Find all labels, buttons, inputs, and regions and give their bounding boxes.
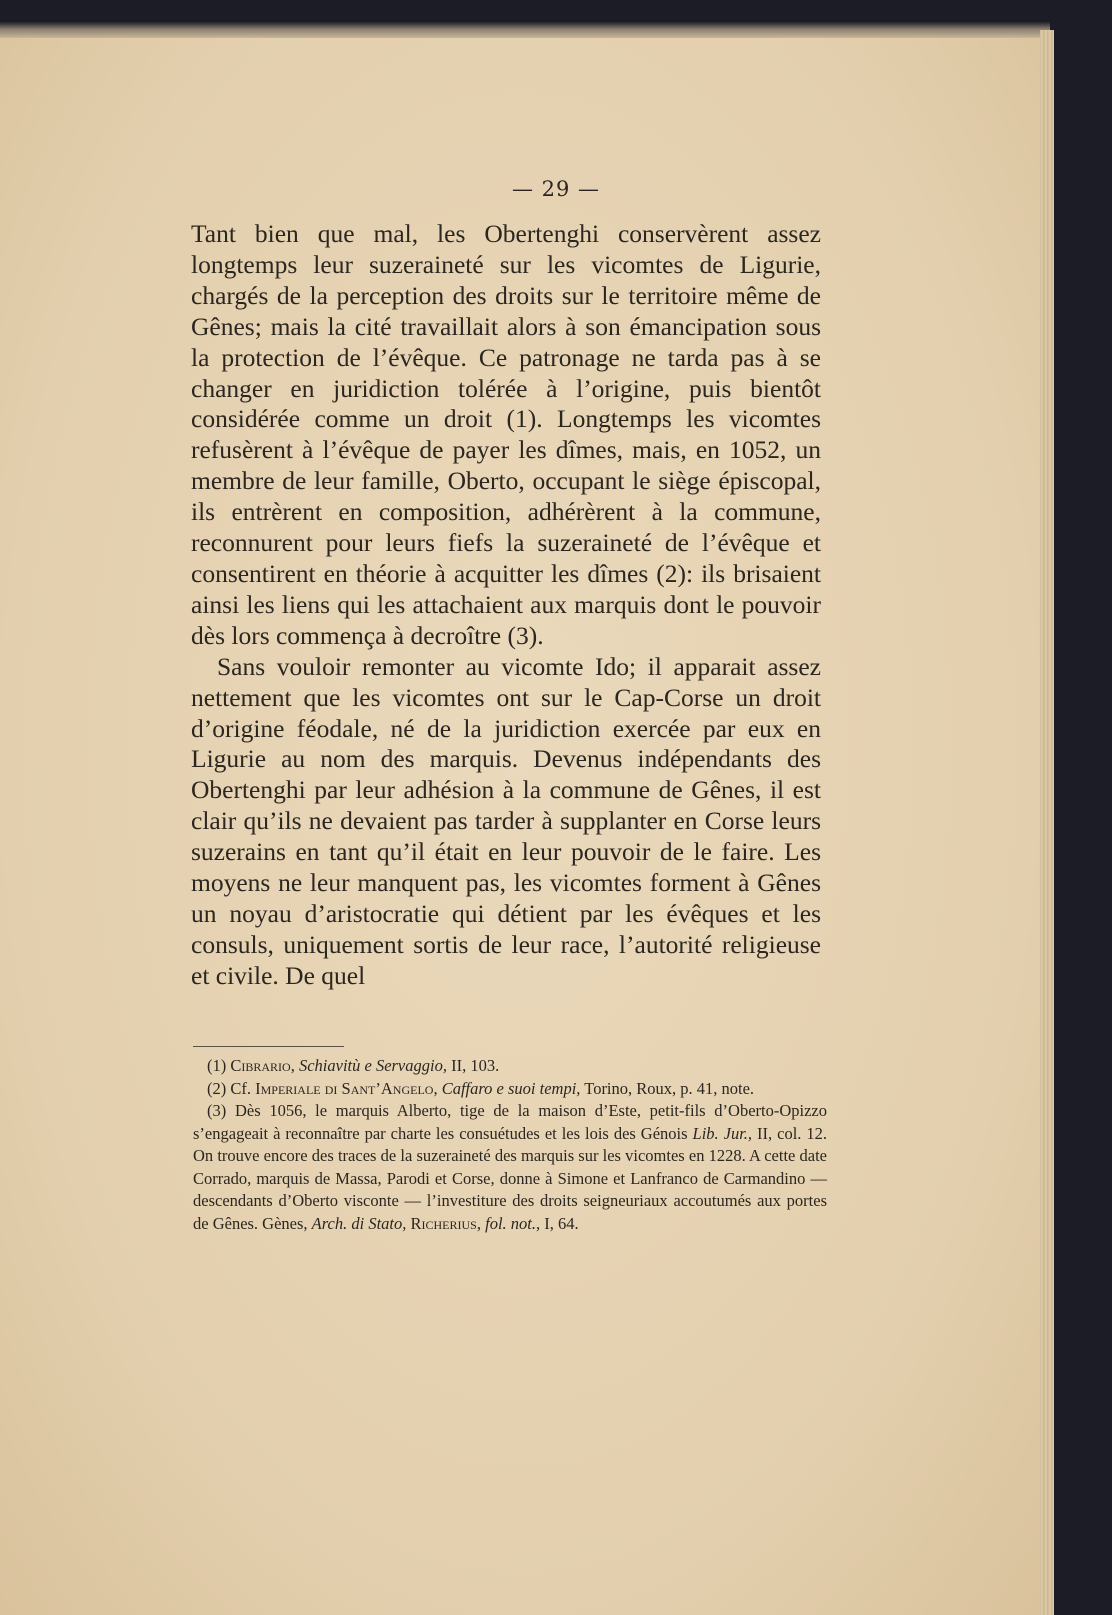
page-stack-edges — [1040, 30, 1054, 1615]
footnote-reference: Arch. di Stato, — [311, 1213, 407, 1233]
footnote-text: I, 64. — [544, 1213, 579, 1233]
footnote-number: (1) — [207, 1056, 227, 1075]
footnote-text: Torino, Roux, p. 41, note. — [584, 1078, 755, 1098]
footnote-title: Schiavitù e Servaggio, — [298, 1056, 447, 1075]
footnote-text: II, col. 12. On trouve encore des traces de la suzeraineté des marquis sur les vicomtes en 1228. A cette date Corrado, marquis de Massa, Parodi et Corse, donne à Simone et Lanfranco de Carmandino — descendants d’Oberto visconte — l’investiture des droits seigneuriaux accoutumés aux portes de Gênes. Gènes, — [193, 1123, 828, 1233]
body-text — [191, 219, 821, 992]
page-number: — 29 — — [511, 177, 601, 201]
footnote-number: (3) — [207, 1101, 227, 1120]
paragraph: Sans vouloir remonter au vicomte Ido; il apparait assez nettement que les vicomtes ont sur le Cap-Corse un droit d’origine féodale, né de la juridiction exercée par eux en Ligurie au nom des marquis. Devenus indépendants des Obertenghi par leur adhésion à la commune de Gênes, il est clair qu’ils ne devaient pas tarder à supplanter en Corse leurs suzerains en tant qu’il était en leur pouvoir de le faire. Les moyens ne leur manquent pas, les vicomtes forment à Gênes un noyau d’aristocratie qui détient par les évêques et les consuls, uniquement sortis de leur race, l’autorité religieuse et civile. De quel — [191, 651, 821, 990]
footnote-text: Dès 1056, le marquis Alberto, tige de la maison d’Este, petit-fils d’Oberto-Opizzo s’engageait à reconnaître par charte les consuétudes et les lois des Génois — [193, 1101, 828, 1143]
footnote-author: Cibrario, — [230, 1056, 295, 1075]
footnote-author: Richerius, — [410, 1213, 481, 1233]
footnote-text: Cf. — [230, 1078, 251, 1098]
footnote-3 — [193, 1100, 827, 1235]
footnotes — [193, 1055, 827, 1235]
footnote-reference: Lib. Jur., — [692, 1123, 753, 1143]
footnote-number: (2) — [207, 1078, 227, 1098]
footnote-2 — [193, 1078, 827, 1101]
footnote-title: Caffaro e suoi tempi, — [441, 1078, 581, 1098]
paragraph: Tant bien que mal, les Obertenghi conservèrent assez longtemps leur suzeraineté sur les vicomtes de Ligurie, chargés de la perception des droits sur le territoire même de Gênes; mais la cité travaillait alors à son émancipation sous la protection de l’évêque. Ce patronage ne tarda pas à se changer en juridiction tolérée à l’origine, puis bientôt considérée comme un droit (1). Longtemps les vicomtes refusèrent à l’évêque de payer les dîmes, mais, en 1052, un membre de leur famille, Oberto, occupant le siège épiscopal, ils entrèrent en composition, adhérèrent à la commune, reconnurent pour leurs fiefs la suzeraineté de l’évêque et consentirent en théorie à acquitter les dîmes (2): ils brisaient ainsi les liens qui les attachaient aux marquis dont le pouvoir dès lors commença à decroître (3). — [191, 219, 821, 650]
footnote-1 — [193, 1055, 827, 1078]
footnote-separator — [193, 1046, 344, 1047]
footnote-author: Imperiale di Sant’Angelo, — [255, 1078, 438, 1098]
footnote-text: II, 103. — [451, 1056, 500, 1075]
footnote-reference: fol. not., — [485, 1213, 541, 1233]
